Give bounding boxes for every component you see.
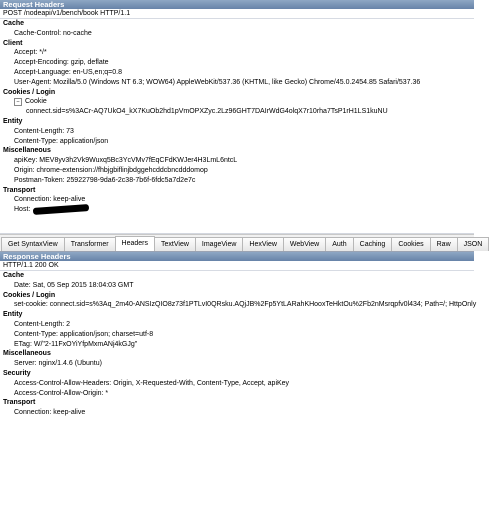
header-row: Content-Type: application/json: [14, 137, 109, 145]
tab-caching[interactable]: Caching: [353, 237, 393, 251]
section-cookies-login: Cookies / Login: [3, 88, 56, 96]
tab-headers[interactable]: Headers: [115, 236, 155, 251]
request-headers-panel: [0, 0, 474, 234]
cookie-value-row: connect.sid=s%3ACr-AQ7UkO4_kX7KuOb2hd1pVmOPXZyc.2Lz96GHT7DAIrWdG4olqX7r10rha7TsP1rH1LS1kuNU: [26, 108, 388, 116]
section-entity: Entity: [3, 117, 23, 125]
section-cookies-login: Cookies / Login: [3, 291, 56, 299]
tab-hexview[interactable]: HexView: [242, 237, 284, 251]
header-row: Content-Type: application/json; charset=utf-8: [14, 330, 154, 338]
header-row: ETag: W/"2-11FxOYiYfpMxmANj4kGJg": [14, 340, 138, 348]
tab-textview[interactable]: TextView: [154, 237, 196, 251]
header-row: Access-Control-Allow-Origin: *: [14, 389, 109, 397]
section-client: Client: [3, 39, 23, 47]
tab-webview[interactable]: WebView: [283, 237, 326, 251]
section-miscellaneous: Miscellaneous: [3, 350, 51, 358]
header-row: Cache-Control: no-cache: [14, 29, 92, 37]
tab-transformer[interactable]: Transformer: [64, 237, 116, 251]
header-row: Connection: keep-alive: [14, 409, 86, 417]
tab-raw[interactable]: Raw: [430, 237, 458, 251]
section-miscellaneous: Miscellaneous: [3, 147, 51, 155]
header-row: Access-Control-Allow-Headers: Origin, X-Requested-With, Content-Type, Accept, apiKey: [14, 379, 290, 387]
section-cache: Cache: [3, 20, 25, 27]
header-row: Date: Sat, 05 Sep 2015 18:04:03 GMT: [14, 281, 134, 289]
header-row: Content-Length: 2: [14, 320, 71, 328]
inspector-tab-bar: [0, 234, 483, 252]
host-label: Host:: [14, 206, 31, 214]
cookie-label: Cookie: [25, 98, 47, 106]
header-row: User-Agent: Mozilla/5.0 (Windows NT 6.3; WOW64) AppleWebKit/537.36 (KHTML, like Gecko) Chrome/45.0.2454.85 Safari/537.36: [14, 78, 421, 86]
tab-get-syntaxview[interactable]: Get SyntaxView: [1, 237, 65, 251]
redaction-mark: [33, 204, 89, 215]
header-row: Accept-Encoding: gzip, deflate: [14, 59, 109, 67]
tab-imageview[interactable]: ImageView: [195, 237, 244, 251]
header-row: set-cookie: connect.sid=s%3Aq_2m40-ANSIzQIO8z73f1PTLvI0QRsku.AQjJB%2Fp5YtLARahKHooxTeHktOu%2Fb2nMsrqpfv0l434; Path=/; HttpOnly: [14, 301, 477, 309]
cookie-tree-node[interactable]: [0, 97, 474, 107]
response-headers-panel: [0, 252, 477, 418]
host-row: [0, 205, 474, 215]
header-row: Accept-Language: en-US,en;q=0.8: [14, 68, 122, 76]
section-transport: Transport: [3, 399, 36, 407]
collapse-icon[interactable]: –: [14, 98, 22, 106]
header-row: apiKey: MEV8yv3h2Vk9Wuxq5Bc3YcVMv7fEqCFdKWJer4H3LmL6ntcL: [14, 157, 238, 165]
section-transport: Transport: [3, 186, 36, 194]
header-row: Origin: chrome-extension://fhbjgbiflinjbdggehcddcbncdddomop: [14, 166, 208, 174]
tab-auth[interactable]: Auth: [325, 237, 353, 251]
request-line: POST /nodeapi/v1/bench/book HTTP/1.1: [0, 9, 474, 19]
request-headers-title: Request Headers: [0, 0, 474, 9]
status-line: HTTP/1.1 200 OK: [0, 261, 474, 271]
section-security: Security: [3, 369, 31, 377]
tab-json[interactable]: JSON: [457, 237, 489, 251]
section-entity: Entity: [3, 311, 23, 319]
section-cache: Cache: [3, 272, 25, 279]
header-row: Accept: */*: [14, 49, 47, 57]
header-row: Postman-Token: 25922798-9da6-2c38-7b6f-6fdc5a7d2e7c: [14, 176, 196, 184]
response-headers-title: Response Headers: [0, 252, 474, 261]
header-row: Content-Length: 73: [14, 127, 74, 135]
header-row: Server: nginx/1.4.6 (Ubuntu): [14, 360, 102, 368]
tab-cookies[interactable]: Cookies: [391, 237, 430, 251]
header-row: Connection: keep-alive: [14, 196, 86, 204]
